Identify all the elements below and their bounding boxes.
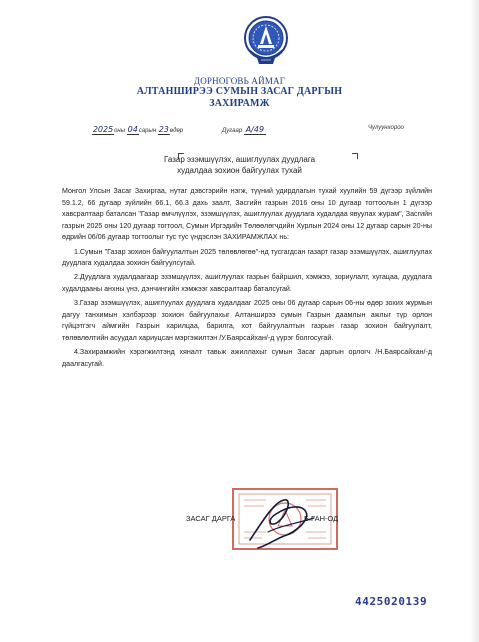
document-number xyxy=(222,125,266,135)
body-paragraph-preamble xyxy=(62,186,432,244)
organization-name: АЛТАНШИРЭЭ СУМЫН ЗАСАГ ДАРГЫН xyxy=(136,86,343,97)
place-name: Чулуунхороо xyxy=(368,125,404,131)
signatory-title: ЗАСАГ ДАРГА xyxy=(186,514,236,523)
date-month-suffix: сарын xyxy=(138,128,157,134)
number-label: Дугаар xyxy=(222,128,243,134)
body-paragraph-4: 4.Захирамжийн хэрэгжилтэнд хяналт тавьж ажиллахыг сумын Засаг даргын орлогч /Н.Баярсайхан/-д даалгасугай. xyxy=(62,348,432,368)
subject-line-1: Газар эзэмшүүлэх, ашиглуулах дуудлага xyxy=(163,155,316,164)
number-value: А/49 xyxy=(245,125,265,134)
preamble-text: Монгол Улсын Засаг Захиргаа, нутаг дэвсгэрийн нэгж, түүний удирдлагын тухай хуулийн 59 дүгээр зүйлийн 59.1.2, 66 дугаар зүйлийн 66.1, 66.3 дахь заалт, Засгийн газрын 2016 оны 10 дугаар тогтоолын 1 дүгээр хавсралтаар баталсан "Газар өмчлүүлэх, эзэмшүүлэх, ашиглуулах дуудлага худалдаа явуулах журам", Засгийн газрын 2025 оны 120 дугаар тогтоол, Сумын Иргэдийн Төлөөлөгчдийн Хурлын 2024 оны 12 дугаар сарын 20-ны өдрийн 06/06 дугаар тогтоолыг тус тус үндэслэн ЗАХИРАМЖЛАХ нь: xyxy=(62,187,432,242)
document-type: ЗАХИРАМЖ xyxy=(209,98,270,109)
serial-number: 4425020139 xyxy=(355,595,428,608)
date-month: 04 xyxy=(127,125,138,134)
aimag-name: ДОРНОГОВЬ АЙМАГ xyxy=(193,76,286,86)
state-emblem-icon xyxy=(243,14,289,70)
body-paragraph-2: 2.Дуудлага худалдаагаар эзэмшүүлэх, ашиглуулах газрын байршил, хэмжээ, зориулалт, хугацаа, дуудлага худалдааны анхны үнэ, дэнчингийн хэмжээг хавсралтаар баталсугай. xyxy=(62,273,432,293)
signatory-name: Б.ГАН-ОД xyxy=(304,514,339,523)
date-year: 2025 xyxy=(92,125,114,134)
date-day-suffix: өдөр xyxy=(169,128,184,134)
body-paragraph-3: 3.Газар эзэмшүүлэх, ашиглуулах дуудлага худалдааг 2025 оны 06 дугаар сарын 06-ны өдөр зохих журмын дагуу танхимын хэлбэрээр зохион байгуулахыг Алтанширээ сумын Газрын даамлын ажлыг түр орлон гүйцэтгэгч аймгийн Газрын харилцаа, барилга, хот байгуулалтын газрын газар зохион байгуулалт, төлөвлөлтийн асуудал хариуцсан мэргэжилтэн /У.Баярсайхан/-д үүрэг болгосугай. xyxy=(62,299,432,342)
date-day: 23 xyxy=(158,125,169,134)
date-line xyxy=(92,125,183,135)
body-paragraph-1: 1.Сумын "Газар зохион байгуулалтын 2025 төлөвлөгөө"-нд тусгагдсан газарт газар эзэмшүүлэх, ашиглуулах дуудлага худалдаа зохион байгуулсугай. xyxy=(62,247,432,268)
body-text xyxy=(62,186,432,373)
subject-line-2: худалдаа зохион байгуулах тухай xyxy=(177,166,302,175)
date-year-suffix: оны xyxy=(114,128,126,134)
